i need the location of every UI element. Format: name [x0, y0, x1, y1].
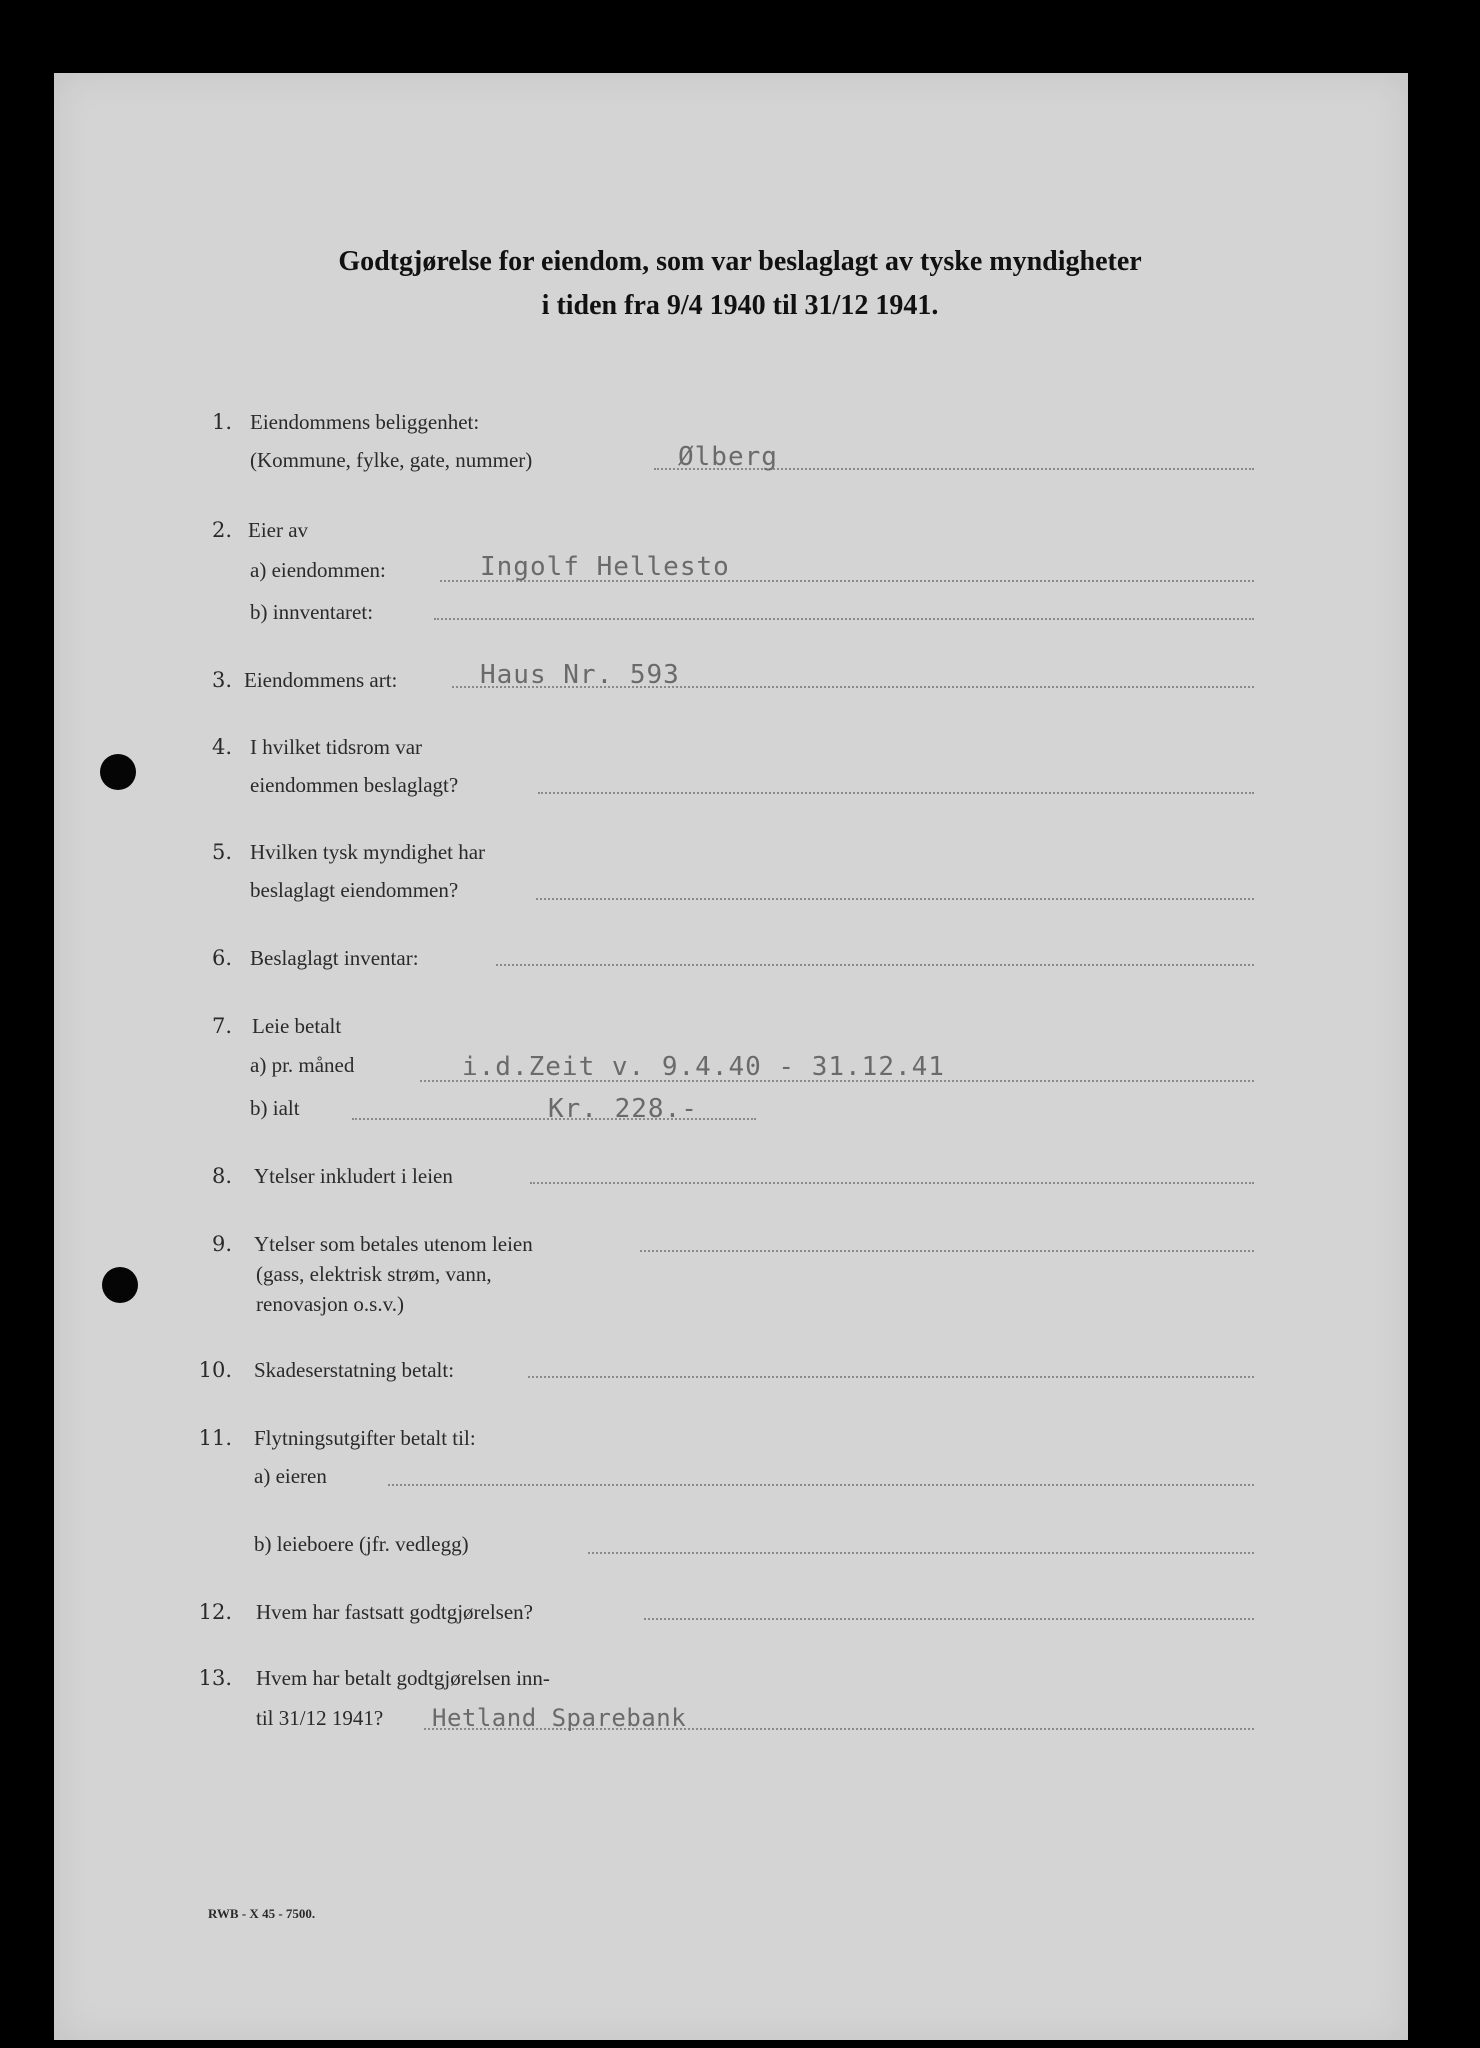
item-number: 9.	[211, 1232, 232, 1256]
q2b-answer-line	[434, 618, 1254, 620]
q12-answer-line	[644, 1618, 1254, 1620]
q11b-answer-line	[588, 1552, 1254, 1554]
q11a-label: a) eieren	[254, 1464, 327, 1488]
item-number: 11.	[198, 1426, 232, 1450]
q13-sublabel: til 31/12 1941?	[256, 1706, 384, 1730]
q1-answer: Ølberg	[678, 442, 778, 472]
q2-label: Eier av	[248, 518, 309, 542]
item-number: 1.	[211, 410, 232, 434]
item-number: 2.	[211, 518, 232, 542]
q13-label: Hvem har betalt godtgjørelsen inn-	[256, 1666, 550, 1690]
item-number: 3.	[211, 668, 232, 692]
q5-label: Hvilken tysk myndighet har	[250, 840, 486, 864]
q13-answer: Hetland Sparebank	[432, 1704, 687, 1732]
item-number: 7.	[211, 1014, 232, 1038]
item-number: 12.	[198, 1600, 232, 1624]
q1-sublabel: (Kommune, fylke, gate, nummer)	[250, 448, 533, 472]
q7a-label: a) pr. måned	[250, 1053, 355, 1077]
print-code: RWB - X 45 - 7500.	[208, 1906, 316, 1921]
q2b-label: b) innventaret:	[250, 600, 374, 624]
q4-answer-line	[538, 792, 1254, 794]
q5-sublabel: beslaglagt eiendommen?	[250, 878, 459, 902]
q7-label: Leie betalt	[252, 1014, 342, 1038]
q2a-answer: Ingolf Hellesto	[480, 552, 730, 582]
item-number: 10.	[198, 1358, 232, 1382]
q11a-answer-line	[388, 1484, 1254, 1486]
q5-answer-line	[536, 898, 1254, 900]
q8-label: Ytelser inkludert i leien	[254, 1164, 453, 1188]
item-number: 8.	[211, 1164, 232, 1188]
q3-answer: Haus Nr. 593	[480, 660, 680, 690]
q7b-answer: Kr. 228.-	[548, 1094, 698, 1124]
q9-label: Ytelser som betales utenom leien	[254, 1232, 533, 1256]
q10-answer-line	[528, 1376, 1254, 1378]
q6-label: Beslaglagt inventar:	[250, 946, 419, 970]
q9-sublabel2: renovasjon o.s.v.)	[256, 1292, 404, 1316]
q6-answer-line	[496, 964, 1254, 966]
q11b-label: b) leieboere (jfr. vedlegg)	[254, 1532, 469, 1556]
item-number: 13.	[198, 1666, 232, 1690]
q3-label: Eiendommens art:	[244, 668, 398, 692]
q9-sublabel1: (gass, elektrisk strøm, vann,	[256, 1262, 492, 1286]
q1-label: Eiendommens beliggenhet:	[250, 410, 480, 434]
punch-hole-bottom	[102, 1267, 138, 1303]
q4-sublabel: eiendommen beslaglagt?	[250, 773, 459, 797]
q7b-label: b) ialt	[250, 1096, 300, 1120]
q4-label: I hvilket tidsrom var	[250, 735, 423, 759]
q9-answer-line	[640, 1250, 1254, 1252]
q8-answer-line	[530, 1182, 1254, 1184]
item-number: 6.	[211, 946, 232, 970]
q11-label: Flytningsutgifter betalt til:	[254, 1426, 476, 1450]
q7a-answer: i.d.Zeit v. 9.4.40 - 31.12.41	[462, 1052, 945, 1082]
q10-label: Skadeserstatning betalt:	[254, 1358, 455, 1382]
item-number: 4.	[211, 735, 232, 759]
form-title-line1: Godtgjørelse for eiendom, som var beslaglagt av tyske myndigheter	[338, 246, 1142, 277]
punch-hole-top	[100, 754, 136, 790]
q12-label: Hvem har fastsatt godtgjørelsen?	[256, 1600, 533, 1624]
form-title-line2: i tiden fra 9/4 1940 til 31/12 1941.	[541, 290, 939, 321]
item-number: 5.	[211, 840, 232, 864]
q2a-label: a) eiendommen:	[250, 558, 386, 582]
